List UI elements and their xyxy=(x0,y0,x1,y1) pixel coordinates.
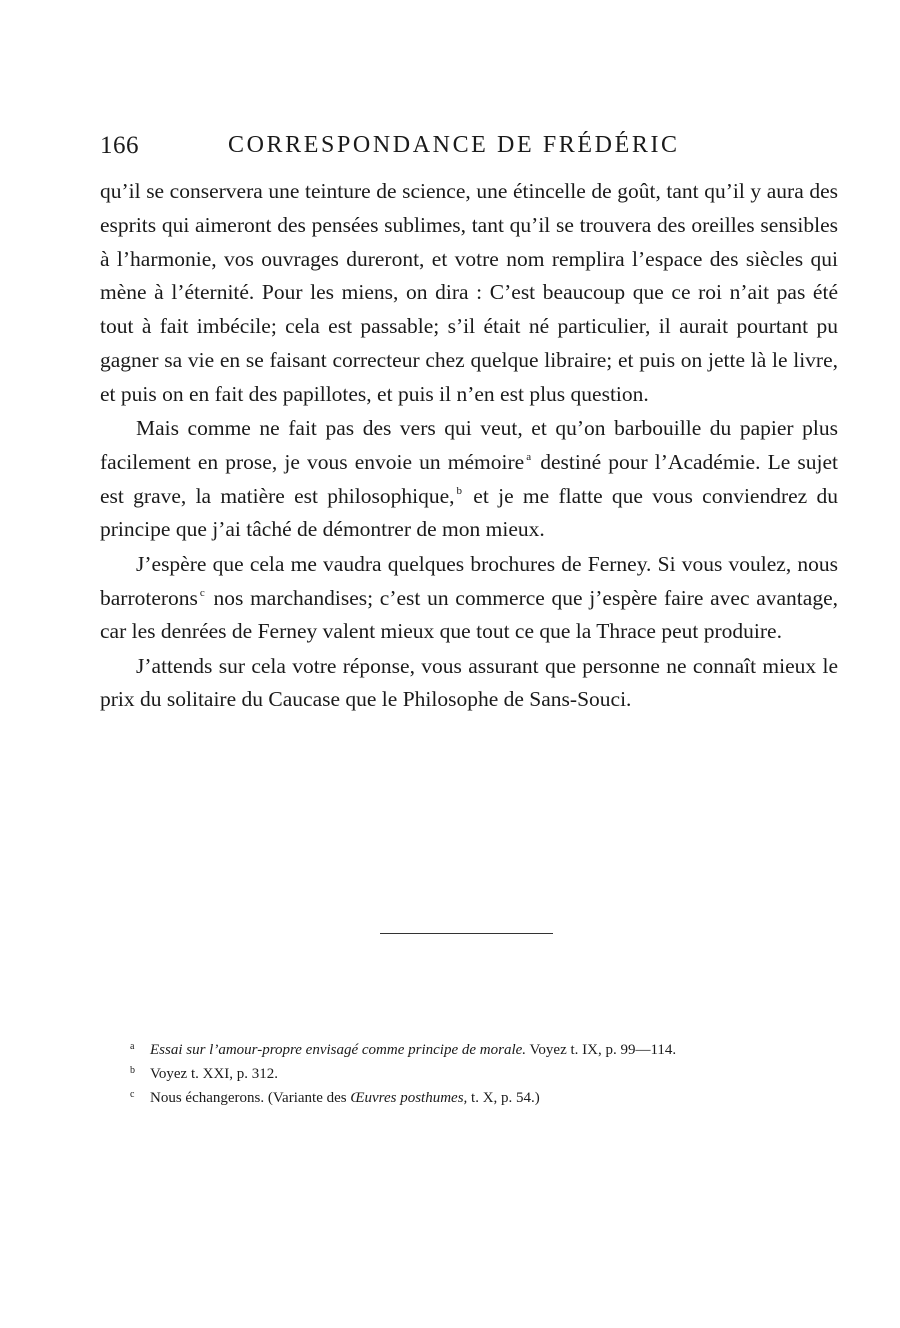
page-number: 166 xyxy=(100,132,139,159)
paragraph-3-part-1: J’espère que cela me vaudra quelques brochures de Ferney. Si vous voulez, nous barroterons xyxy=(100,551,838,610)
footnote-mark: a xyxy=(130,1041,135,1052)
footnote-ref-b[interactable]: b xyxy=(456,484,463,497)
running-title: CORRESPONDANCE DE FRÉDÉRIC xyxy=(228,132,680,158)
footnote-ref-c[interactable]: c xyxy=(199,586,205,599)
footnote-mark: c xyxy=(130,1089,135,1100)
letter-body xyxy=(100,175,838,717)
footnote-text: Voyez t. XXI, p. 312. xyxy=(150,1066,279,1082)
paragraph-2-part-1: Mais comme ne fait pas des vers qui veut, et qu’on barbouille du papier plus facilement en prose, je vous envoie un mémoire xyxy=(100,416,838,474)
footnote-text: Voyez t. IX, p. 99—114. xyxy=(526,1042,677,1058)
footnote-mark: b xyxy=(130,1065,135,1076)
paragraph-1: qu’il se conservera une teinture de science, une étincelle de goût, tant qu’il y aura des esprits qui aimeront des pensées sublimes, tant qu’il se trouvera des oreilles sensibles à l’harmonie, vos ouvrages dureront, et votre nom remplira l’espace des siècles qui mène à l’éternité. Pour les miens, on dira : C’est beaucoup que ce roi n’ait pas été tout à fait imbécile; cela est passable; s’il était né particulier, il aurait pourtant pu gagner sa vie en se faisant correcteur chez quelque libraire; et puis on jette là le livre, et puis on en fait des papillotes, et puis il n’en est plus question. xyxy=(100,179,838,406)
footnote-c xyxy=(100,1086,840,1110)
footnote-b xyxy=(100,1062,840,1086)
footnote-ref-a[interactable]: a xyxy=(526,450,532,463)
footnote-a xyxy=(100,1038,840,1062)
paragraph-2 xyxy=(100,412,838,547)
paragraph-2-part-3: et je me flatte que vous conviendrez du principe que j’ai tâché de démontrer de mon mieux. xyxy=(100,483,838,542)
paragraph-2-part-2: destiné pour l’Académie. Le sujet est grave, la matière est philosophique, xyxy=(100,449,838,508)
footnote-title: Œuvres posthumes, xyxy=(350,1090,468,1106)
footnote-separator-rule xyxy=(380,933,553,934)
paragraph-3-part-2: nos marchandises; c’est un commerce que j’espère faire avec avantage, car les denrées de Ferney valent mieux que tout ce que la Thrace peut produire. xyxy=(100,585,838,644)
paragraph-4: J’attends sur cela votre réponse, vous assurant que personne ne connaît mieux le prix du solitaire du Caucase que le Philosophe de Sans-Souci. xyxy=(100,653,838,712)
footnote-title: Essai sur l’amour-propre envisagé comme principe de morale. xyxy=(150,1042,527,1058)
footnote-text: Nous échangerons. (Variante des xyxy=(150,1090,351,1106)
paragraph-3 xyxy=(100,548,838,649)
footnotes xyxy=(100,1038,840,1110)
page-header xyxy=(100,132,840,166)
footnote-text-end: t. X, p. 54.) xyxy=(467,1090,540,1106)
